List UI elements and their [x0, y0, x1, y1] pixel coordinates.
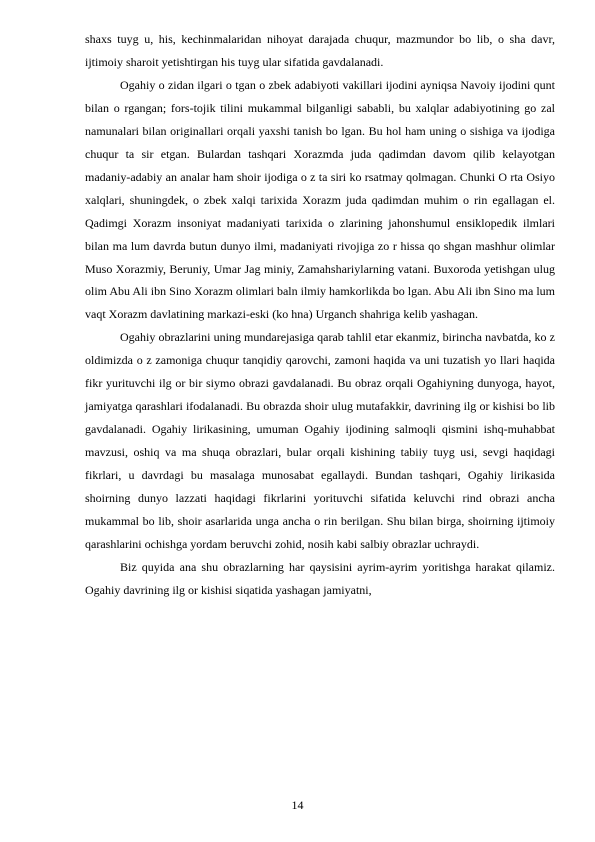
- paragraph-ogahiy-images: Ogahiy obrazlarini uning mundarejasiga qarab tahlil etar ekanmiz, birincha navbatda, ko z oldimizda o z zamoniga chuqur tanqidiy qarovchi, zamoni haqida va uni tuzatish yo llari haqida fikr yurituvchi ilg or bir siymo obrazi gavdalanadi. Bu obraz orqali Ogahiyning dunyoga, hayot, jamiyatga qarashlari ifodalanadi. Bu obrazda shoir ulug mutafakkir, davrining ilg or kishisi bo lib gavdalanadi. Ogahiy lirikasining, umuman Ogahiy ijodining salmoqli qismini ishq-muhabbat mavzusi, oshiq va ma shuqa obrazlari, bular orqali kishining tabiiy tuyg usi, sevgi haqidagi fikrlari, u davrdagi bu masalaga munosabat egallaydi. Bundan tashqari, Ogahiy lirikasida shoirning dunyo lazzati haqidagi fikrlarini yorituvchi sifatida keluvchi rind obrazi ancha mukammal bo lib, shoir asarlarida unga ancha o rin berilgan. Shu bilan birga, shoirning ijtimoiy qarashlarini ochishga yordam beruvchi zohid, nosih kabi salbiy obrazlar uchraydi.: [85, 330, 555, 551]
- document-body: [85, 28, 555, 602]
- paragraph-continuation: shaxs tuyg u, his, kechinmalaridan nihoyat darajada chuqur, mazmundor bo lib, o sha davr, ijtimoiy sharoit yetishtirgan his tuyg ular sifatida gavdalanadi.: [85, 32, 555, 69]
- paragraph-images-intro: Biz quyida ana shu obrazlarning har qaysisini ayrim-ayrim yoritishga harakat qilamiz. Ogahiy davrining ilg or kishisi siqatida yashagan jamiyatni,: [85, 559, 555, 597]
- page-number: 14: [291, 798, 304, 812]
- paragraph-ogahiy-education: Ogahiy o zidan ilgari o tgan o zbek adabiyoti vakillari ijodini ayniqsa Navoiy ijodini qunt bilan o rgangan; fors-tojik tilini mukammal bilganligi sababli, bu xalqlar adabiyotining go zal namunalari bilan originallari orqali yaxshi tanish bo lgan. Bu hol ham uning o sishiga va ijodiga chuqur ta sir etgan. Bulardan tashqari Xorazmda juda qadimdan davom qilib kelayotgan madaniy-adabiy an analar ham shoir ijodiga o z ta siri ko rsatmay qolmagan. Chunki O rta Osiyo xalqlari, shuningdek, o zbek xalqi tarixida Xorazm juda qadimdan muhim o rin egallagan el. Qadimgi Xorazm insoniyat madaniyati tarixida o zlarining jahonshumul ensiklopedik ilmlari bilan ma lum davrda butun dunyo ilmi, madaniyati rivojiga zo r hissa qo shgan mashhur olimlar Muso Xorazmiy, Beruniy, Umar Jag miniy, Zamahshariylarning vatani. Buxoroda yetishgan ulug olim Abu Ali ibn Sino Xorazm olimlari baln ilmiy hamkorlikda bo lgan. Abu Ali ibn Sino ma lum vaqt Xorazm davlatining markazi-eski (ko hna) Urganch shahriga kelib yashagan.: [85, 77, 555, 322]
